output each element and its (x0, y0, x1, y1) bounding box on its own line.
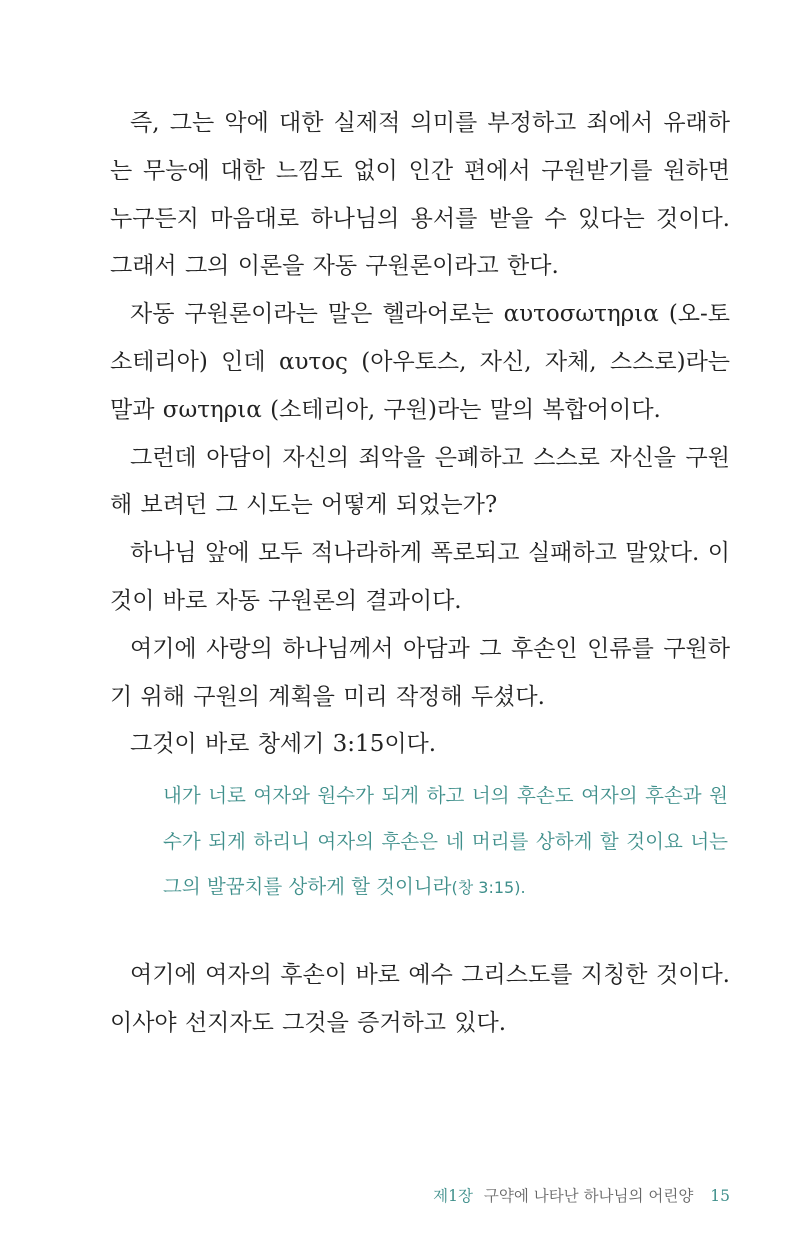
paragraph-exposed-failure: 하나님 앞에 모두 적나라하게 폭로되고 실패하고 말았다. 이것이 바로 자동 구원론의 결과이다. (110, 540, 730, 614)
quote-text: 내가 너로 여자와 원수가 되게 하고 너의 후손도 여자의 후손과 원수가 되게 하리니 여자의 후손은 네 머리를 상하게 할 것이요 너는 그의 발꿈치를 상하게 할 것이니라 (163, 784, 728, 898)
page-number: 15 (710, 1187, 730, 1205)
paragraph-greek-etymology: 자동 구원론이라는 말은 헬라어로는 αυτοσωτηρια (오-토 소테리아) 인데 αυτος (아우토스, 자신, 자체, 스스로)라는 말과 σωτηρια (소테리아, 구원)라는 말의 복합어이다. (110, 301, 730, 423)
footer-book-title: 구약에 나타난 하나님의 어린양 (483, 1187, 694, 1205)
paragraph-genesis-reference: 그것이 바로 창세기 3:15이다. (130, 731, 437, 758)
quote-reference: (창 3:15). (451, 878, 526, 897)
page-footer (433, 1184, 730, 1206)
closing-text-block (110, 952, 730, 1048)
paragraph-seed-of-woman: 여기에 여자의 후손이 바로 예수 그리스도를 지칭한 것이다. 이사야 선지자도 그것을 증거하고 있다. (110, 962, 730, 1036)
paragraph-plan-of-salvation: 여기에 사랑의 하나님께서 아담과 그 후손인 인류를 구원하기 위해 구원의 계획을 미리 작정해 두셨다. (110, 635, 730, 710)
paragraph-adam-attempt: 그런데 아담이 자신의 죄악을 은폐하고 스스로 자신을 구원해 보려던 그 시도는 어떻게 되었는가? (110, 444, 730, 519)
footer-chapter-label: 제1장 (433, 1187, 473, 1205)
main-text-block (110, 100, 730, 769)
scripture-quote (163, 773, 728, 911)
paragraph-automatic-salvation: 즉, 그는 악에 대한 실제적 의미를 부정하고 죄에서 유래하는 무능에 대한 느낌도 없이 인간 편에서 구원받기를 원하면 누구든지 마음대로 하나님의 용서를 받을 수 있다는 것이다. 그래서 그의 이론을 자동 구원론이라고 한다. (110, 110, 730, 280)
